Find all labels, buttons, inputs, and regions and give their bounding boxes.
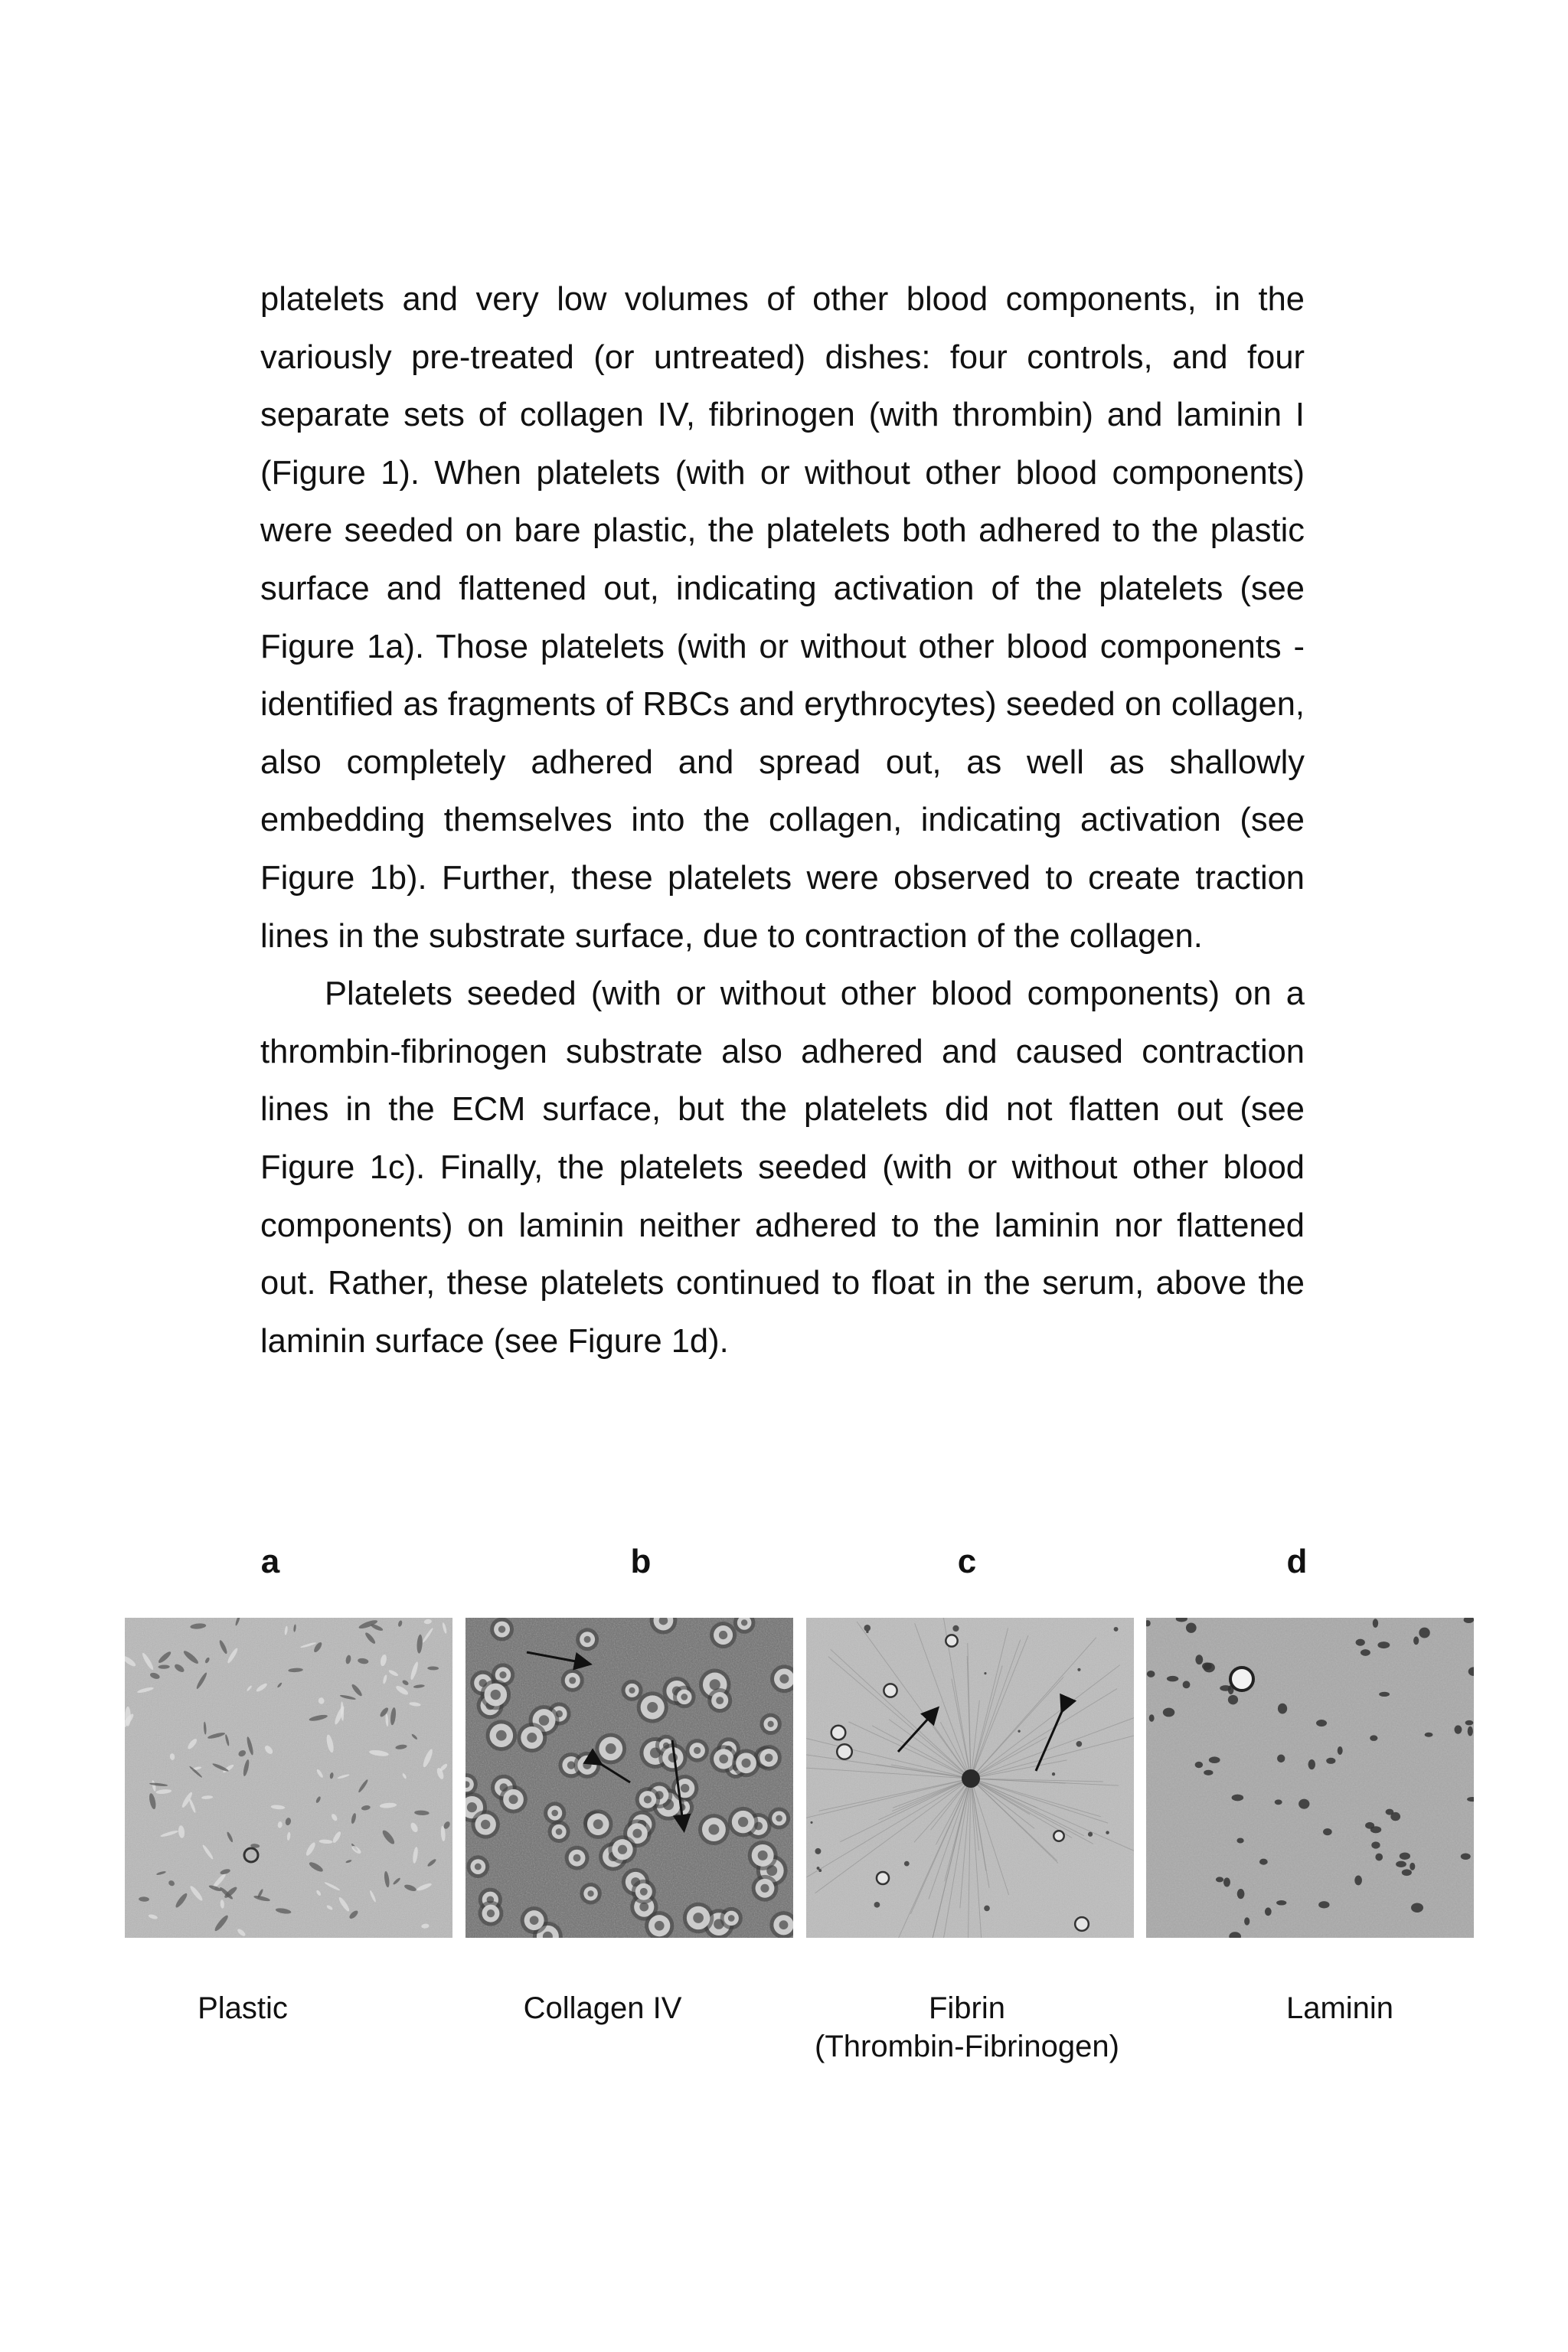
caption-plastic <box>44 1989 442 2027</box>
micrograph-laminin <box>1146 1618 1474 1938</box>
caption-line-2: (Thrombin-Fibrinogen) <box>815 2030 1119 2063</box>
micrograph-plastic <box>125 1618 452 1938</box>
panel-letter-d: d <box>1286 1543 1308 1580</box>
panel-letter-b: b <box>630 1543 652 1580</box>
micrograph-fibrin <box>806 1618 1134 1938</box>
paragraph-1: platelets and very low volumes of other blood components, in the variously pre-treated (or untreated) dishes: four controls, and four separate sets of collagen IV, fibrinogen (with thrombin) and laminin I (Figure 1). When platelets (with or without other blood components) were seeded on bare plastic, the platelets both adhered to the plastic surface and flattened out, indicating activation of the platelets (see Figure 1a). Those platelets (with or without other blood components - identified as fragments of RBCs and erythrocytes) seeded on collagen, also completely adhered and spread out, as well as shallowly embedding themselves into the collagen, indicating activation (see Figure 1b). Further, these platelets were observed to create traction lines in the substrate surface, due to contraction of the collagen. <box>260 281 1305 955</box>
caption-fibrin <box>768 1989 1166 2066</box>
micrograph-collagen <box>466 1618 793 1938</box>
caption-line: Laminin <box>1285 1991 1394 2025</box>
caption-line: Collagen IV <box>523 1991 682 2025</box>
panel-letter-a: a <box>260 1543 280 1580</box>
caption-line: Plastic <box>198 1991 288 2025</box>
paragraph-2: Platelets seeded (with or without other blood components) on a thrombin-fibrinogen substrate also adhered and caused contraction lines in the ECM surface, but the platelets did not flatten out (see Figure 1c). Finally, the platelets seeded (with or without other blood components) on laminin neither adhered to the laminin nor flattened out. Rather, these platelets continued to float in the serum, above the laminin surface (see Figure 1d). <box>260 975 1305 1360</box>
panel-letter-c: c <box>957 1543 977 1580</box>
body-text <box>260 271 1305 1370</box>
caption-line: Fibrin <box>928 1991 1006 2025</box>
caption-laminin <box>1141 1989 1539 2027</box>
caption-collagen <box>403 1989 802 2027</box>
